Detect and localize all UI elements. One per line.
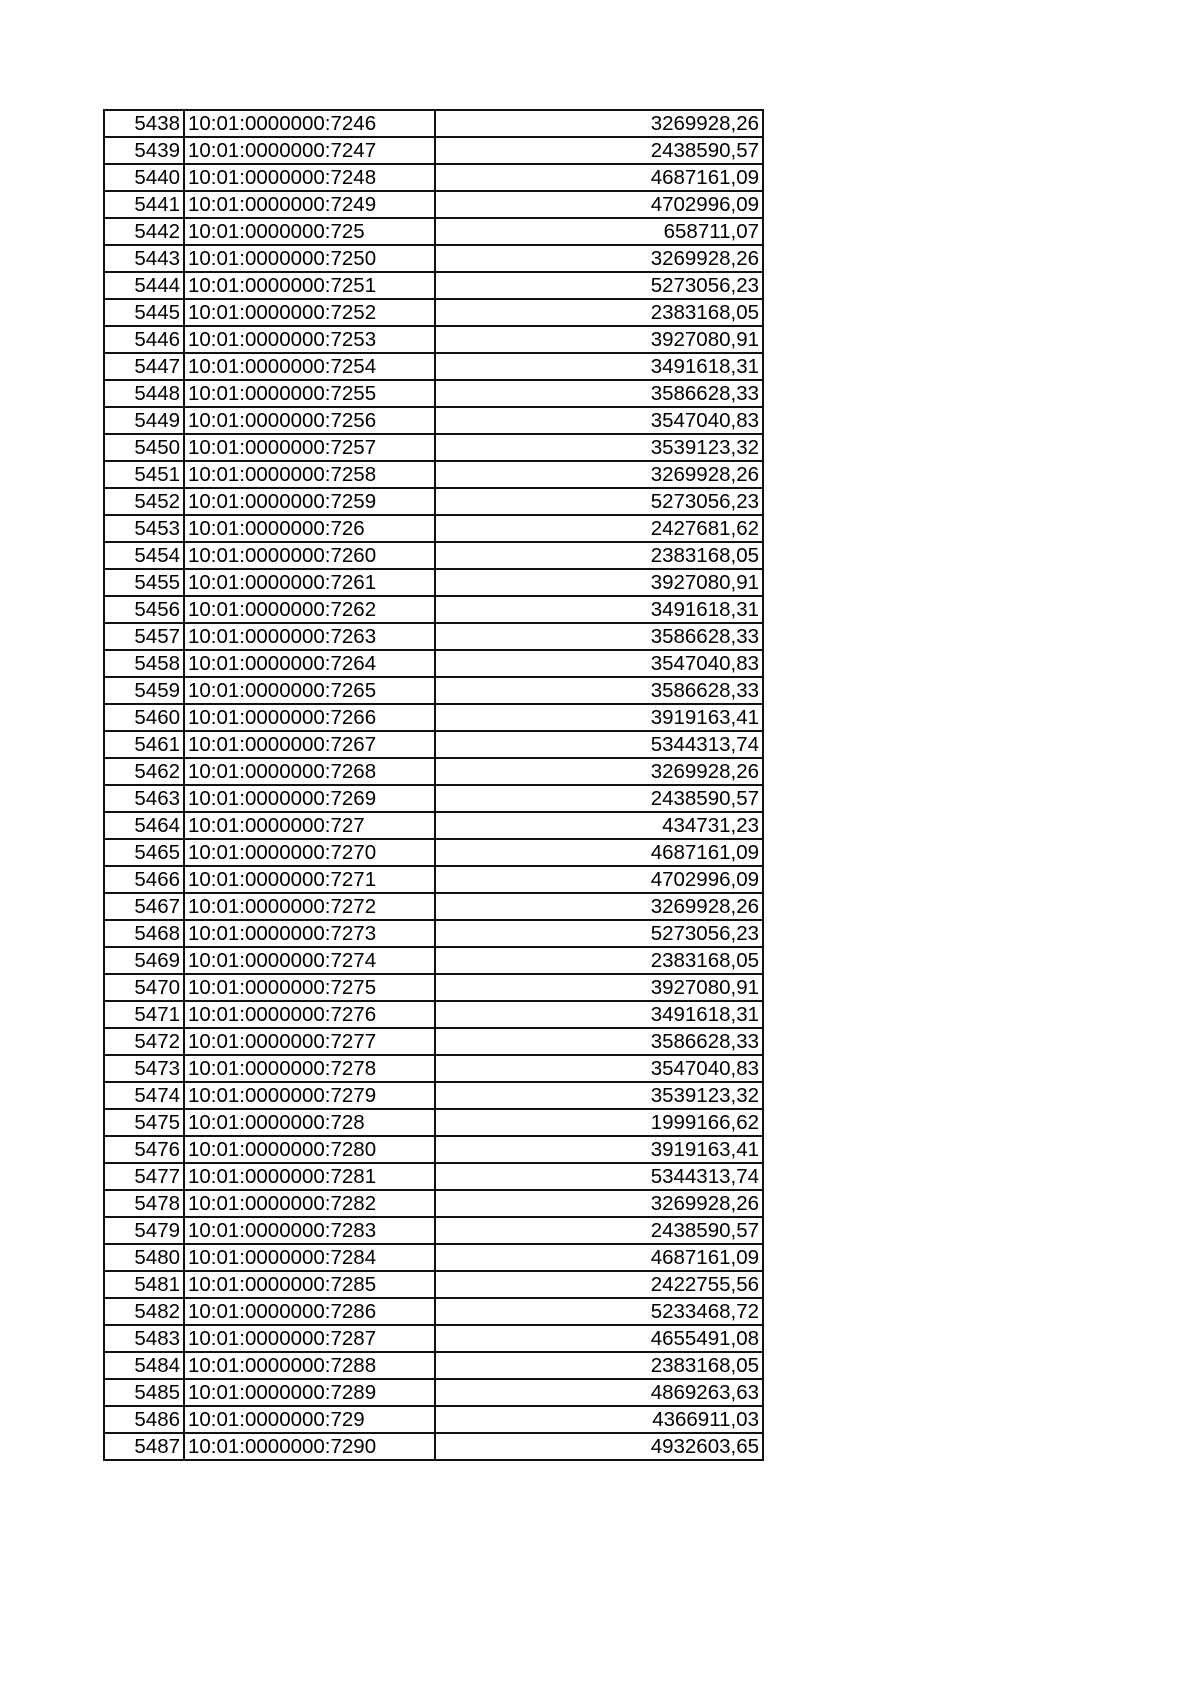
cadastral-number-cell: 10:01:0000000:7253 [184, 326, 435, 353]
table-row [104, 596, 763, 623]
cadastral-number-cell: 10:01:0000000:7248 [184, 164, 435, 191]
value-cell: 5344313,74 [435, 731, 763, 758]
row-number-cell: 5456 [104, 596, 184, 623]
table-row [104, 272, 763, 299]
value-cell: 4702996,09 [435, 866, 763, 893]
table-row [104, 488, 763, 515]
table-row [104, 1001, 763, 1028]
row-number-cell: 5439 [104, 137, 184, 164]
row-number-cell: 5443 [104, 245, 184, 272]
cadastral-number-cell: 10:01:0000000:7249 [184, 191, 435, 218]
row-number-cell: 5466 [104, 866, 184, 893]
table-row [104, 1190, 763, 1217]
row-number-cell: 5483 [104, 1325, 184, 1352]
table-row [104, 704, 763, 731]
value-cell: 3586628,33 [435, 623, 763, 650]
row-number-cell: 5476 [104, 1136, 184, 1163]
value-cell: 3927080,91 [435, 974, 763, 1001]
row-number-cell: 5461 [104, 731, 184, 758]
value-cell: 3547040,83 [435, 407, 763, 434]
table-row [104, 407, 763, 434]
table-row [104, 542, 763, 569]
row-number-cell: 5446 [104, 326, 184, 353]
cadastral-number-cell: 10:01:0000000:7282 [184, 1190, 435, 1217]
cadastral-number-cell: 10:01:0000000:7261 [184, 569, 435, 596]
row-number-cell: 5485 [104, 1379, 184, 1406]
table-row [104, 434, 763, 461]
value-cell: 3269928,26 [435, 245, 763, 272]
cadastral-number-cell: 10:01:0000000:7279 [184, 1082, 435, 1109]
row-number-cell: 5477 [104, 1163, 184, 1190]
value-cell: 2383168,05 [435, 299, 763, 326]
row-number-cell: 5442 [104, 218, 184, 245]
value-cell: 4702996,09 [435, 191, 763, 218]
row-number-cell: 5460 [104, 704, 184, 731]
value-cell: 5273056,23 [435, 272, 763, 299]
row-number-cell: 5480 [104, 1244, 184, 1271]
cadastral-number-cell: 10:01:0000000:726 [184, 515, 435, 542]
row-number-cell: 5479 [104, 1217, 184, 1244]
cadastral-number-cell: 10:01:0000000:7251 [184, 272, 435, 299]
table-row [104, 623, 763, 650]
row-number-cell: 5486 [104, 1406, 184, 1433]
value-cell: 2383168,05 [435, 1352, 763, 1379]
value-cell: 2438590,57 [435, 785, 763, 812]
row-number-cell: 5481 [104, 1271, 184, 1298]
cadastral-number-cell: 10:01:0000000:7288 [184, 1352, 435, 1379]
table-row [104, 974, 763, 1001]
cadastral-number-cell: 10:01:0000000:729 [184, 1406, 435, 1433]
table-row [104, 1055, 763, 1082]
value-cell: 2383168,05 [435, 947, 763, 974]
value-cell: 3539123,32 [435, 434, 763, 461]
row-number-cell: 5487 [104, 1433, 184, 1460]
cadastral-number-cell: 10:01:0000000:7268 [184, 758, 435, 785]
table-row [104, 1271, 763, 1298]
cadastral-number-cell: 10:01:0000000:7278 [184, 1055, 435, 1082]
table-row [104, 1379, 763, 1406]
value-cell: 1999166,62 [435, 1109, 763, 1136]
row-number-cell: 5462 [104, 758, 184, 785]
cadastral-number-cell: 10:01:0000000:7262 [184, 596, 435, 623]
value-cell: 4687161,09 [435, 164, 763, 191]
table-row [104, 1352, 763, 1379]
cadastral-number-cell: 10:01:0000000:7255 [184, 380, 435, 407]
table-row [104, 245, 763, 272]
row-number-cell: 5459 [104, 677, 184, 704]
row-number-cell: 5441 [104, 191, 184, 218]
value-cell: 4932603,65 [435, 1433, 763, 1460]
cadastral-number-cell: 10:01:0000000:7257 [184, 434, 435, 461]
value-cell: 3586628,33 [435, 677, 763, 704]
table-row [104, 164, 763, 191]
table-row [104, 1109, 763, 1136]
table-row [104, 218, 763, 245]
row-number-cell: 5454 [104, 542, 184, 569]
table-row [104, 353, 763, 380]
cadastral-number-cell: 10:01:0000000:7284 [184, 1244, 435, 1271]
row-number-cell: 5468 [104, 920, 184, 947]
value-cell: 4655491,08 [435, 1325, 763, 1352]
value-cell: 3927080,91 [435, 569, 763, 596]
cadastral-number-cell: 10:01:0000000:7273 [184, 920, 435, 947]
cadastral-number-cell: 10:01:0000000:7247 [184, 137, 435, 164]
cadastral-number-cell: 10:01:0000000:7269 [184, 785, 435, 812]
row-number-cell: 5478 [104, 1190, 184, 1217]
cadastral-number-cell: 10:01:0000000:7266 [184, 704, 435, 731]
cadastral-number-cell: 10:01:0000000:7286 [184, 1298, 435, 1325]
cadastral-number-cell: 10:01:0000000:7259 [184, 488, 435, 515]
table-row [104, 1433, 763, 1460]
row-number-cell: 5440 [104, 164, 184, 191]
cadastral-number-cell: 10:01:0000000:7289 [184, 1379, 435, 1406]
value-cell: 5233468,72 [435, 1298, 763, 1325]
value-cell: 2422755,56 [435, 1271, 763, 1298]
cadastral-number-cell: 10:01:0000000:7267 [184, 731, 435, 758]
row-number-cell: 5482 [104, 1298, 184, 1325]
value-cell: 3927080,91 [435, 326, 763, 353]
value-cell: 3539123,32 [435, 1082, 763, 1109]
row-number-cell: 5450 [104, 434, 184, 461]
table-row [104, 866, 763, 893]
value-cell: 3269928,26 [435, 893, 763, 920]
table-row [104, 731, 763, 758]
cadastral-number-cell: 10:01:0000000:7281 [184, 1163, 435, 1190]
row-number-cell: 5475 [104, 1109, 184, 1136]
table-row [104, 839, 763, 866]
row-number-cell: 5453 [104, 515, 184, 542]
table-row [104, 947, 763, 974]
row-number-cell: 5465 [104, 839, 184, 866]
row-number-cell: 5452 [104, 488, 184, 515]
cadastral-number-cell: 10:01:0000000:7283 [184, 1217, 435, 1244]
table-row [104, 326, 763, 353]
row-number-cell: 5451 [104, 461, 184, 488]
value-cell: 2438590,57 [435, 137, 763, 164]
cadastral-number-cell: 10:01:0000000:7258 [184, 461, 435, 488]
cadastral-number-cell: 10:01:0000000:7250 [184, 245, 435, 272]
cadastral-number-cell: 10:01:0000000:7280 [184, 1136, 435, 1163]
data-table [103, 109, 764, 1461]
table-row [104, 137, 763, 164]
table-row [104, 1325, 763, 1352]
value-cell: 3547040,83 [435, 1055, 763, 1082]
value-cell: 3269928,26 [435, 1190, 763, 1217]
cadastral-number-cell: 10:01:0000000:7271 [184, 866, 435, 893]
value-cell: 4366911,03 [435, 1406, 763, 1433]
value-cell: 3491618,31 [435, 353, 763, 380]
value-cell: 3586628,33 [435, 380, 763, 407]
value-cell: 3491618,31 [435, 1001, 763, 1028]
cadastral-number-cell: 10:01:0000000:7290 [184, 1433, 435, 1460]
table-row [104, 461, 763, 488]
cadastral-number-cell: 10:01:0000000:7276 [184, 1001, 435, 1028]
cadastral-number-cell: 10:01:0000000:727 [184, 812, 435, 839]
cadastral-number-cell: 10:01:0000000:7252 [184, 299, 435, 326]
row-number-cell: 5469 [104, 947, 184, 974]
cadastral-number-cell: 10:01:0000000:7287 [184, 1325, 435, 1352]
value-cell: 3491618,31 [435, 596, 763, 623]
table-row [104, 191, 763, 218]
table-row [104, 380, 763, 407]
value-cell: 2427681,62 [435, 515, 763, 542]
value-cell: 3269928,26 [435, 110, 763, 137]
value-cell: 4687161,09 [435, 839, 763, 866]
table-row [104, 1298, 763, 1325]
table-row [104, 1082, 763, 1109]
value-cell: 4687161,09 [435, 1244, 763, 1271]
cadastral-number-cell: 10:01:0000000:7277 [184, 1028, 435, 1055]
row-number-cell: 5463 [104, 785, 184, 812]
value-cell: 5273056,23 [435, 488, 763, 515]
table-row [104, 569, 763, 596]
table-row [104, 893, 763, 920]
table-body [104, 110, 763, 1460]
table-row [104, 1163, 763, 1190]
table-row [104, 650, 763, 677]
table-row [104, 677, 763, 704]
table-row [104, 812, 763, 839]
value-cell: 5344313,74 [435, 1163, 763, 1190]
row-number-cell: 5471 [104, 1001, 184, 1028]
row-number-cell: 5447 [104, 353, 184, 380]
row-number-cell: 5473 [104, 1055, 184, 1082]
value-cell: 3586628,33 [435, 1028, 763, 1055]
cadastral-number-cell: 10:01:0000000:7270 [184, 839, 435, 866]
value-cell: 3269928,26 [435, 758, 763, 785]
cadastral-number-cell: 10:01:0000000:7260 [184, 542, 435, 569]
row-number-cell: 5455 [104, 569, 184, 596]
table-row [104, 1136, 763, 1163]
table-row [104, 785, 763, 812]
table-row [104, 1028, 763, 1055]
value-cell: 434731,23 [435, 812, 763, 839]
row-number-cell: 5474 [104, 1082, 184, 1109]
cadastral-number-cell: 10:01:0000000:7275 [184, 974, 435, 1001]
cadastral-number-cell: 10:01:0000000:7254 [184, 353, 435, 380]
cadastral-number-cell: 10:01:0000000:7265 [184, 677, 435, 704]
cadastral-number-cell: 10:01:0000000:7285 [184, 1271, 435, 1298]
value-cell: 2383168,05 [435, 542, 763, 569]
table-row [104, 1244, 763, 1271]
cadastral-number-cell: 10:01:0000000:7264 [184, 650, 435, 677]
row-number-cell: 5457 [104, 623, 184, 650]
value-cell: 2438590,57 [435, 1217, 763, 1244]
cadastral-number-cell: 10:01:0000000:7263 [184, 623, 435, 650]
cadastral-number-cell: 10:01:0000000:725 [184, 218, 435, 245]
table-row [104, 299, 763, 326]
cadastral-number-cell: 10:01:0000000:7256 [184, 407, 435, 434]
table-row [104, 1406, 763, 1433]
row-number-cell: 5445 [104, 299, 184, 326]
table-row [104, 515, 763, 542]
table-row [104, 1217, 763, 1244]
value-cell: 4869263,63 [435, 1379, 763, 1406]
row-number-cell: 5484 [104, 1352, 184, 1379]
value-cell: 3919163,41 [435, 1136, 763, 1163]
row-number-cell: 5464 [104, 812, 184, 839]
table-row [104, 758, 763, 785]
value-cell: 3919163,41 [435, 704, 763, 731]
cadastral-number-cell: 10:01:0000000:728 [184, 1109, 435, 1136]
table-row [104, 920, 763, 947]
row-number-cell: 5448 [104, 380, 184, 407]
value-cell: 3547040,83 [435, 650, 763, 677]
table-row [104, 110, 763, 137]
row-number-cell: 5470 [104, 974, 184, 1001]
row-number-cell: 5467 [104, 893, 184, 920]
cadastral-number-cell: 10:01:0000000:7272 [184, 893, 435, 920]
cadastral-number-cell: 10:01:0000000:7246 [184, 110, 435, 137]
value-cell: 5273056,23 [435, 920, 763, 947]
cadastral-number-cell: 10:01:0000000:7274 [184, 947, 435, 974]
row-number-cell: 5472 [104, 1028, 184, 1055]
value-cell: 3269928,26 [435, 461, 763, 488]
row-number-cell: 5458 [104, 650, 184, 677]
row-number-cell: 5438 [104, 110, 184, 137]
value-cell: 658711,07 [435, 218, 763, 245]
row-number-cell: 5449 [104, 407, 184, 434]
row-number-cell: 5444 [104, 272, 184, 299]
